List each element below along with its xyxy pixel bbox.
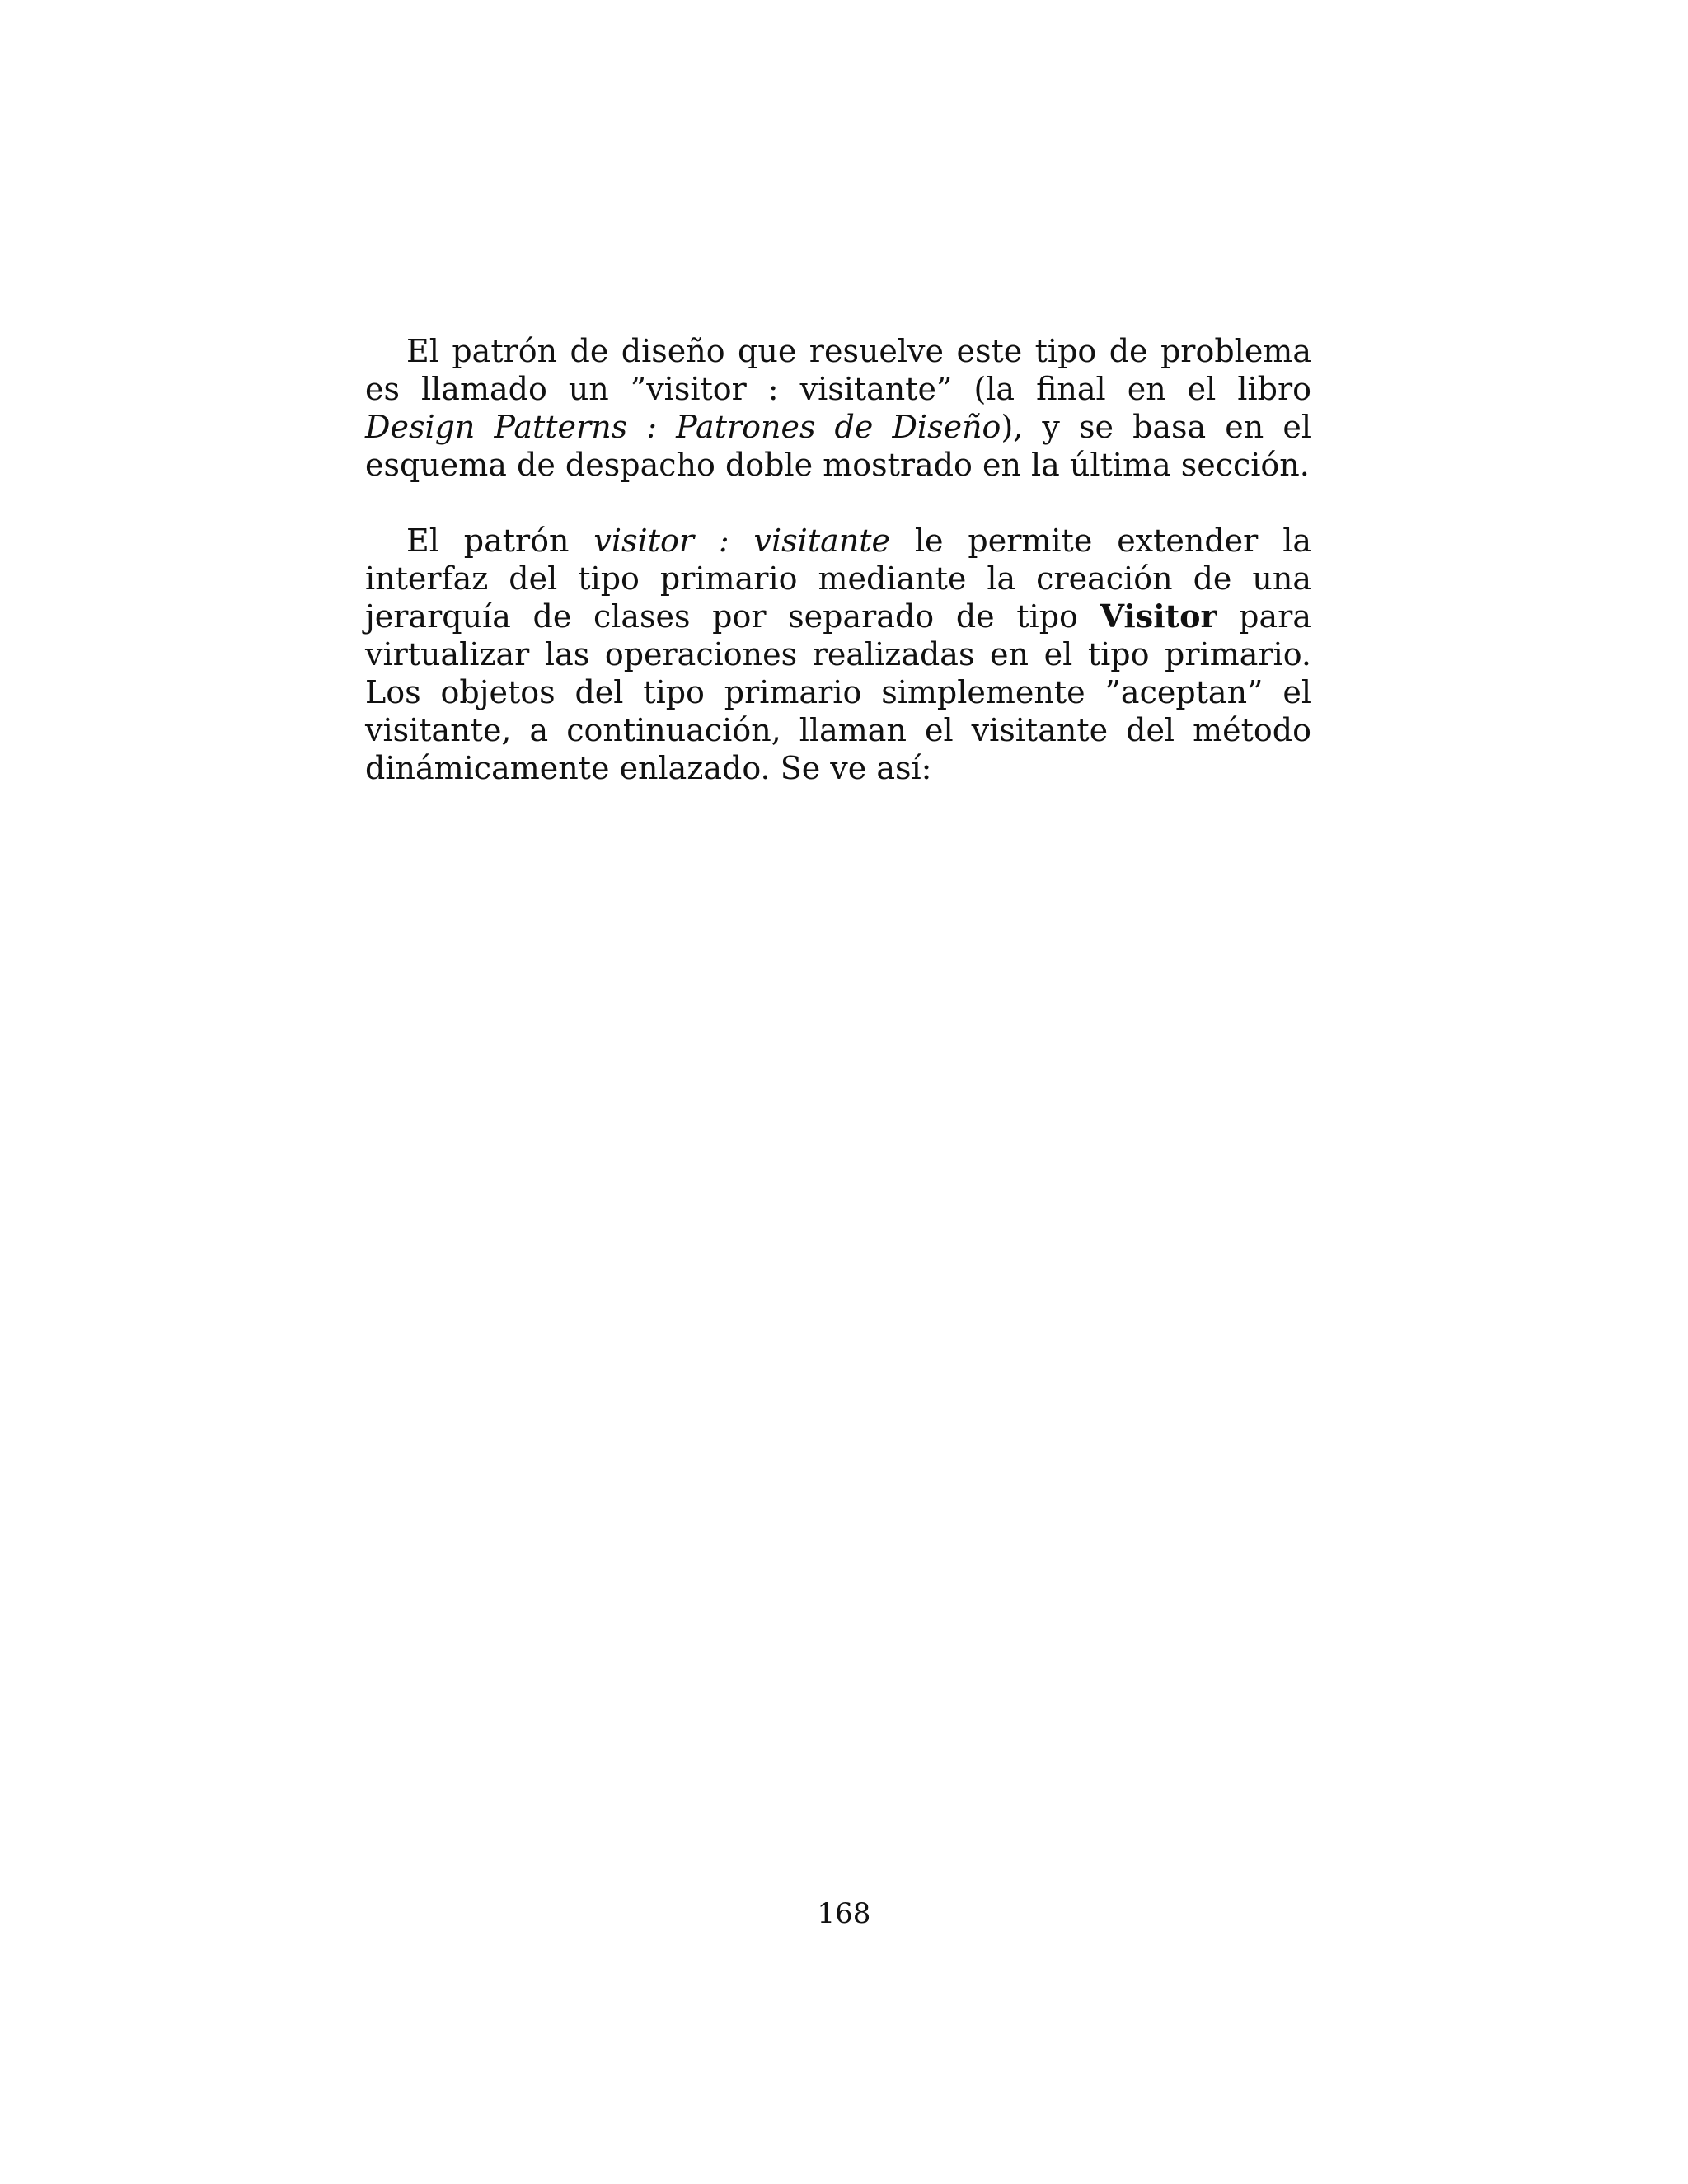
page-number: 168 <box>817 1897 871 1930</box>
book-title-italic: Design Patterns : Patrones de Diseño <box>365 409 1001 445</box>
paragraph-2-text-3: para virtualizar las operaciones realizadas en el tipo primario. Los objetos del tipo primario simplemente ”aceptan” el visitante, a continuación, llaman el visitante del método dinámicamente enlazado. Se ve así: <box>365 598 1311 786</box>
body-text <box>365 332 1311 787</box>
visitor-term-italic: visitor : visitante <box>593 523 890 559</box>
paragraph-1 <box>365 332 1311 484</box>
paragraph-1-text-1: El patrón de diseño que resuelve este tipo de problema es llamado un ”visitor : visitante” (la final en el libro <box>365 333 1311 407</box>
paragraph-1-text-2: ), y se basa en el esquema de despacho doble mostrado en la última sección. <box>365 409 1312 483</box>
paragraph-2 <box>365 522 1311 787</box>
visitor-class-bold: Visitor <box>1100 598 1217 635</box>
paragraph-2-text-2: le permite extender la interfaz del tipo primario mediante la creación de una jerarquía de clases por separado de tipo <box>365 523 1311 635</box>
paragraph-2-text-1: El patrón <box>406 523 594 559</box>
